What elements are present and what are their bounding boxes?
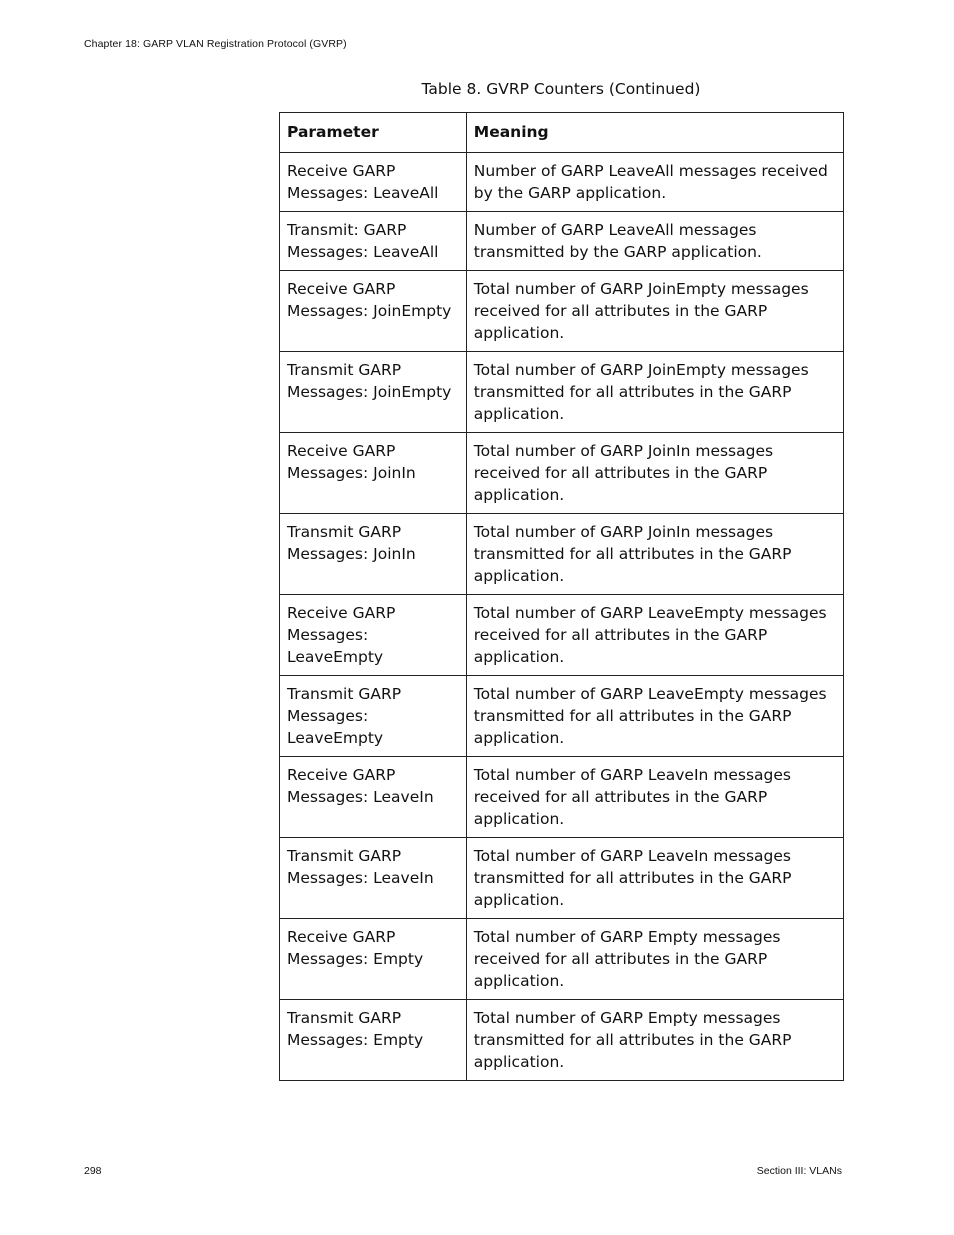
parameter-cell: Receive GARP Messages: JoinEmpty — [280, 271, 467, 352]
meaning-cell: Total number of GARP LeaveEmpty messages transmitted for all attributes in the GARP application. — [466, 676, 843, 757]
table-row — [280, 352, 844, 433]
meaning-cell: Number of GARP LeaveAll messages received by the GARP application. — [466, 153, 843, 212]
parameter-cell: Receive GARP Messages: JoinIn — [280, 433, 467, 514]
table-row — [280, 514, 844, 595]
table-row — [280, 919, 844, 1000]
column-header-meaning: Meaning — [466, 113, 843, 153]
page-number: 298 — [84, 1165, 102, 1177]
meaning-cell: Total number of GARP Empty messages transmitted for all attributes in the GARP application. — [466, 1000, 843, 1081]
table-row — [280, 757, 844, 838]
parameter-cell: Receive GARP Messages: LeaveEmpty — [280, 595, 467, 676]
running-header: Chapter 18: GARP VLAN Registration Protocol (GVRP) — [84, 38, 347, 50]
parameter-cell: Transmit GARP Messages: Empty — [280, 1000, 467, 1081]
gvrp-counters-table — [279, 112, 844, 1081]
parameter-cell: Transmit GARP Messages: LeaveIn — [280, 838, 467, 919]
parameter-cell: Receive GARP Messages: LeaveAll — [280, 153, 467, 212]
table-row — [280, 595, 844, 676]
parameter-cell: Transmit GARP Messages: JoinEmpty — [280, 352, 467, 433]
table-row — [280, 676, 844, 757]
meaning-cell: Total number of GARP LeaveEmpty messages received for all attributes in the GARP application. — [466, 595, 843, 676]
table-row — [280, 271, 844, 352]
table-row — [280, 838, 844, 919]
table-row — [280, 1000, 844, 1081]
parameter-cell: Transmit GARP Messages: JoinIn — [280, 514, 467, 595]
parameter-cell: Transmit: GARP Messages: LeaveAll — [280, 212, 467, 271]
parameter-cell: Transmit GARP Messages: LeaveEmpty — [280, 676, 467, 757]
table-row — [280, 433, 844, 514]
table-caption: Table 8. GVRP Counters (Continued) — [421, 80, 701, 98]
meaning-cell: Total number of GARP JoinIn messages transmitted for all attributes in the GARP application. — [466, 514, 843, 595]
meaning-cell: Total number of GARP LeaveIn messages transmitted for all attributes in the GARP application. — [466, 838, 843, 919]
table-header-row — [280, 113, 844, 153]
parameter-cell: Receive GARP Messages: Empty — [280, 919, 467, 1000]
meaning-cell: Total number of GARP JoinEmpty messages transmitted for all attributes in the GARP application. — [466, 352, 843, 433]
column-header-parameter: Parameter — [280, 113, 467, 153]
meaning-cell: Total number of GARP LeaveIn messages received for all attributes in the GARP application. — [466, 757, 843, 838]
table-row — [280, 153, 844, 212]
meaning-cell: Total number of GARP Empty messages received for all attributes in the GARP application. — [466, 919, 843, 1000]
meaning-cell: Number of GARP LeaveAll messages transmitted by the GARP application. — [466, 212, 843, 271]
section-footer: Section III: VLANs — [756, 1165, 842, 1177]
meaning-cell: Total number of GARP JoinIn messages received for all attributes in the GARP application. — [466, 433, 843, 514]
parameter-cell: Receive GARP Messages: LeaveIn — [280, 757, 467, 838]
meaning-cell: Total number of GARP JoinEmpty messages received for all attributes in the GARP application. — [466, 271, 843, 352]
table-row — [280, 212, 844, 271]
